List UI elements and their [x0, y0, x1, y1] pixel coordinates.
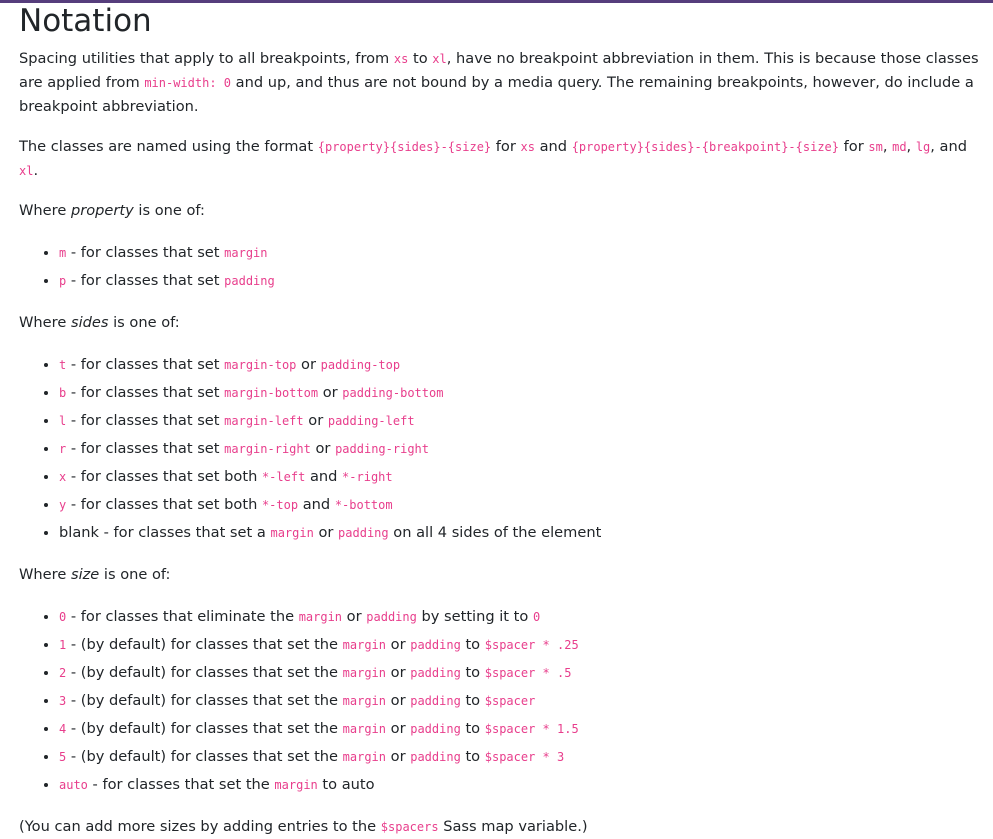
list-item: • 3 - (by default) for classes that set the margin or padding to $spacer [59, 687, 985, 715]
inline-code: *-left [261, 470, 306, 484]
inline-code: margin-right [224, 442, 311, 456]
inline-code: padding [410, 694, 461, 708]
intro-paragraph: Spacing utilities that apply to all breakpoints, from xs to xl, have no breakpoint abbreviation in them. This is because those classes are applied from min-width: 0 and up, and thus are not bound by a media query. The remaining breakpoints, however, do include a breakpoint abbreviation. [19, 50, 979, 115]
inline-code: $spacers [380, 820, 439, 834]
sides-heading: Where sides is one of: [19, 314, 180, 331]
list-item: • t - for classes that set margin-top or padding-top [59, 351, 985, 379]
inline-code: padding [366, 610, 417, 624]
sides-list [19, 351, 985, 547]
inline-code: l [59, 414, 67, 428]
inline-code: padding [410, 750, 461, 764]
inline-code: margin [274, 778, 318, 792]
inline-code: padding-top [320, 358, 401, 372]
inline-code: md [892, 140, 907, 154]
inline-code: margin [342, 722, 387, 736]
inline-code: $spacer * 3 [484, 750, 565, 764]
inline-code: min-width: 0 [144, 76, 232, 90]
inline-code: padding-bottom [342, 386, 444, 400]
size-heading: Where size is one of: [19, 566, 171, 583]
inline-code: padding [410, 638, 461, 652]
property-list [19, 239, 985, 295]
inline-code: $spacer * 1.5 [484, 722, 579, 736]
page-title: Notation [19, 3, 152, 39]
list-item: • 0 - for classes that eliminate the margin or padding by setting it to 0 [59, 603, 985, 631]
inline-code: margin-left [224, 414, 304, 428]
inline-code: margin [342, 638, 387, 652]
inline-code: x [59, 470, 67, 484]
inline-code: margin [342, 694, 387, 708]
list-item: • 1 - (by default) for classes that set the margin or padding to $spacer * .25 [59, 631, 985, 659]
inline-code: 0 [59, 610, 67, 624]
inline-code: $spacer * .5 [484, 666, 572, 680]
inline-code: padding [224, 274, 275, 288]
inline-code: xs [393, 52, 409, 66]
inline-code: b [59, 386, 67, 400]
inline-code: padding-left [327, 414, 415, 428]
inline-code: sm [868, 140, 883, 154]
inline-code: *-right [342, 470, 393, 484]
inline-code: xs [520, 140, 535, 154]
list-item: • auto - for classes that set the margin to auto [59, 771, 985, 799]
list-item: • x - for classes that set both *-left and *-right [59, 463, 985, 491]
inline-code: 4 [59, 722, 67, 736]
inline-code: margin-bottom [224, 386, 319, 400]
inline-code: $spacer * .25 [484, 638, 579, 652]
inline-code: 0 [532, 610, 541, 624]
inline-code: auto [59, 778, 88, 792]
inline-code: padding [338, 526, 389, 540]
inline-code: padding [410, 722, 461, 736]
inline-code: {property}{sides}-{size} [317, 140, 492, 154]
document-body [19, 0, 985, 839]
list-item: • b - for classes that set margin-bottom or padding-bottom [59, 379, 985, 407]
inline-code: {property}{sides}-{breakpoint}-{size} [571, 140, 839, 154]
inline-code: padding-right [335, 442, 429, 456]
inline-code: xl [19, 164, 34, 178]
inline-code: lg [915, 140, 931, 154]
list-item: • p - for classes that set padding [59, 267, 985, 295]
inline-code: margin-top [224, 358, 297, 372]
list-item: • 4 - (by default) for classes that set the margin or padding to $spacer * 1.5 [59, 715, 985, 743]
inline-code: 1 [59, 638, 67, 652]
list-item: • 2 - (by default) for classes that set the margin or padding to $spacer * .5 [59, 659, 985, 687]
list-item: • blank - for classes that set a margin or padding on all 4 sides of the element [59, 519, 985, 547]
inline-code: $spacer [484, 694, 536, 708]
property-heading: Where property is one of: [19, 202, 205, 219]
list-item: • 5 - (by default) for classes that set the margin or padding to $spacer * 3 [59, 743, 985, 771]
inline-code: margin [224, 246, 268, 260]
inline-code: y [59, 498, 67, 512]
inline-code: p [59, 274, 67, 288]
inline-code: margin [342, 750, 387, 764]
list-item: • y - for classes that set both *-top and *-bottom [59, 491, 985, 519]
inline-code: margin [298, 610, 343, 624]
inline-code: t [59, 358, 67, 372]
inline-code: m [59, 246, 67, 260]
format-paragraph: The classes are named using the format {property}{sides}-{size} for xs and {property}{sides}-{breakpoint}-{size} for sm, md, lg, and xl. [19, 138, 968, 179]
inline-code: margin [270, 526, 314, 540]
size-list [19, 603, 985, 799]
list-item: • m - for classes that set margin [59, 239, 985, 267]
list-item: • r - for classes that set margin-right or padding-right [59, 435, 985, 463]
inline-code: xl [432, 52, 447, 66]
footer-note: (You can add more sizes by adding entries to the $spacers Sass map variable.) [19, 818, 588, 835]
inline-code: *-bottom [334, 498, 393, 512]
inline-code: r [59, 442, 67, 456]
inline-code: padding [410, 666, 461, 680]
inline-code: 5 [59, 750, 67, 764]
list-item: • l - for classes that set margin-left or padding-left [59, 407, 985, 435]
inline-code: 2 [59, 666, 67, 680]
inline-code: *-top [261, 498, 299, 512]
inline-code: 3 [59, 694, 67, 708]
inline-code: margin [342, 666, 387, 680]
